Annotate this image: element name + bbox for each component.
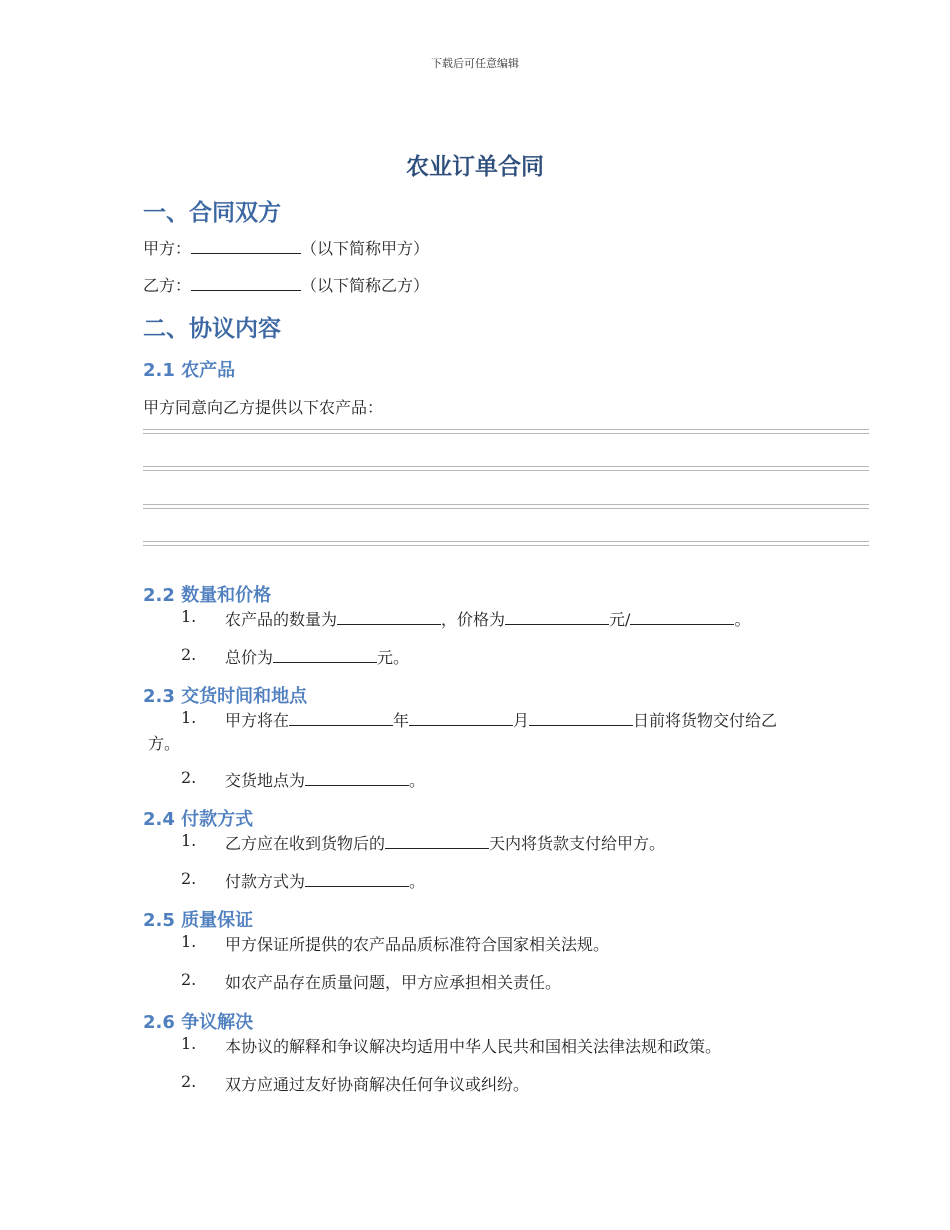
party-b-blank[interactable]: [191, 276, 301, 291]
list-item: [225, 708, 777, 731]
party-a-suffix: （以下简称甲方）: [301, 239, 430, 258]
list-number: 1.: [181, 1034, 197, 1053]
list-item: [225, 607, 750, 630]
party-b-suffix: （以下简称乙方）: [301, 276, 430, 295]
document-title: 农业订单合同: [406, 154, 544, 180]
list-number: 1.: [181, 708, 197, 727]
item-text: 交货地点为: [225, 771, 306, 790]
unit-blank[interactable]: [630, 610, 734, 625]
payment-method-blank[interactable]: [305, 872, 409, 887]
header-note: 下载后可任意编辑: [431, 57, 519, 70]
party-b-label: 乙方：: [143, 276, 192, 295]
section-2-6-heading: 2.6 争议解决: [143, 1012, 254, 1033]
list-number: 2.: [181, 869, 197, 888]
list-number: 1.: [181, 607, 197, 626]
product-entry-line: [143, 466, 869, 471]
list-number: 1.: [181, 831, 197, 850]
product-entry-line: [143, 429, 869, 434]
list-item: [225, 645, 409, 668]
list-item-continuation: 方。: [148, 734, 181, 753]
section-2-5-heading: 2.5 质量保证: [143, 910, 254, 931]
item-text: 。: [734, 610, 751, 629]
section-2-1-text: 甲方同意向乙方提供以下农产品：: [143, 398, 384, 417]
year-blank[interactable]: [289, 711, 393, 726]
list-item: 如农产品存在质量问题，甲方应承担相关责任。: [225, 973, 562, 992]
party-a-blank[interactable]: [191, 239, 301, 254]
item-text: ，价格为: [441, 610, 506, 629]
section-2-1-heading: 2.1 农产品: [143, 360, 236, 381]
section-1-heading: 一、合同双方: [143, 200, 281, 226]
item-text: 甲方将在: [225, 711, 290, 730]
party-b-line: [143, 273, 429, 296]
item-text: 总价为: [225, 648, 274, 667]
item-text: 乙方应在收到货物后的: [225, 834, 386, 853]
list-number: 2.: [181, 1072, 197, 1091]
list-number: 1.: [181, 932, 197, 951]
product-entry-line: [143, 541, 869, 546]
day-blank[interactable]: [529, 711, 633, 726]
price-blank[interactable]: [505, 610, 609, 625]
list-item: [225, 768, 425, 791]
delivery-location-blank[interactable]: [305, 771, 409, 786]
item-text: 。: [409, 872, 426, 891]
list-number: 2.: [181, 645, 197, 664]
item-text: 日前将货物交付给乙: [633, 711, 778, 730]
item-text: 年: [393, 711, 410, 730]
list-item: 甲方保证所提供的农产品品质标准符合国家相关法规。: [225, 935, 610, 954]
list-item: [225, 869, 425, 892]
month-blank[interactable]: [409, 711, 513, 726]
section-2-2-heading: 2.2 数量和价格: [143, 585, 272, 606]
item-text: 付款方式为: [225, 872, 306, 891]
section-2-4-heading: 2.4 付款方式: [143, 809, 254, 830]
item-text: 农产品的数量为: [225, 610, 338, 629]
list-item: [225, 831, 665, 854]
item-text: 月: [513, 711, 530, 730]
product-entry-line: [143, 504, 869, 509]
party-a-label: 甲方：: [143, 239, 192, 258]
list-number: 2.: [181, 970, 197, 989]
list-item: 本协议的解释和争议解决均适用中华人民共和国相关法律法规和政策。: [225, 1037, 722, 1056]
section-2-heading: 二、协议内容: [143, 316, 281, 342]
item-text: 元。: [377, 648, 410, 667]
party-a-line: [143, 236, 429, 259]
payment-days-blank[interactable]: [385, 834, 489, 849]
list-item: 双方应通过友好协商解决任何争议或纠纷。: [225, 1075, 530, 1094]
total-price-blank[interactable]: [273, 648, 377, 663]
item-text: 。: [409, 771, 426, 790]
quantity-blank[interactable]: [337, 610, 441, 625]
item-text: 天内将货款支付给甲方。: [489, 834, 666, 853]
section-2-3-heading: 2.3 交货时间和地点: [143, 686, 308, 707]
item-text: 元/: [609, 610, 631, 629]
list-number: 2.: [181, 768, 197, 787]
